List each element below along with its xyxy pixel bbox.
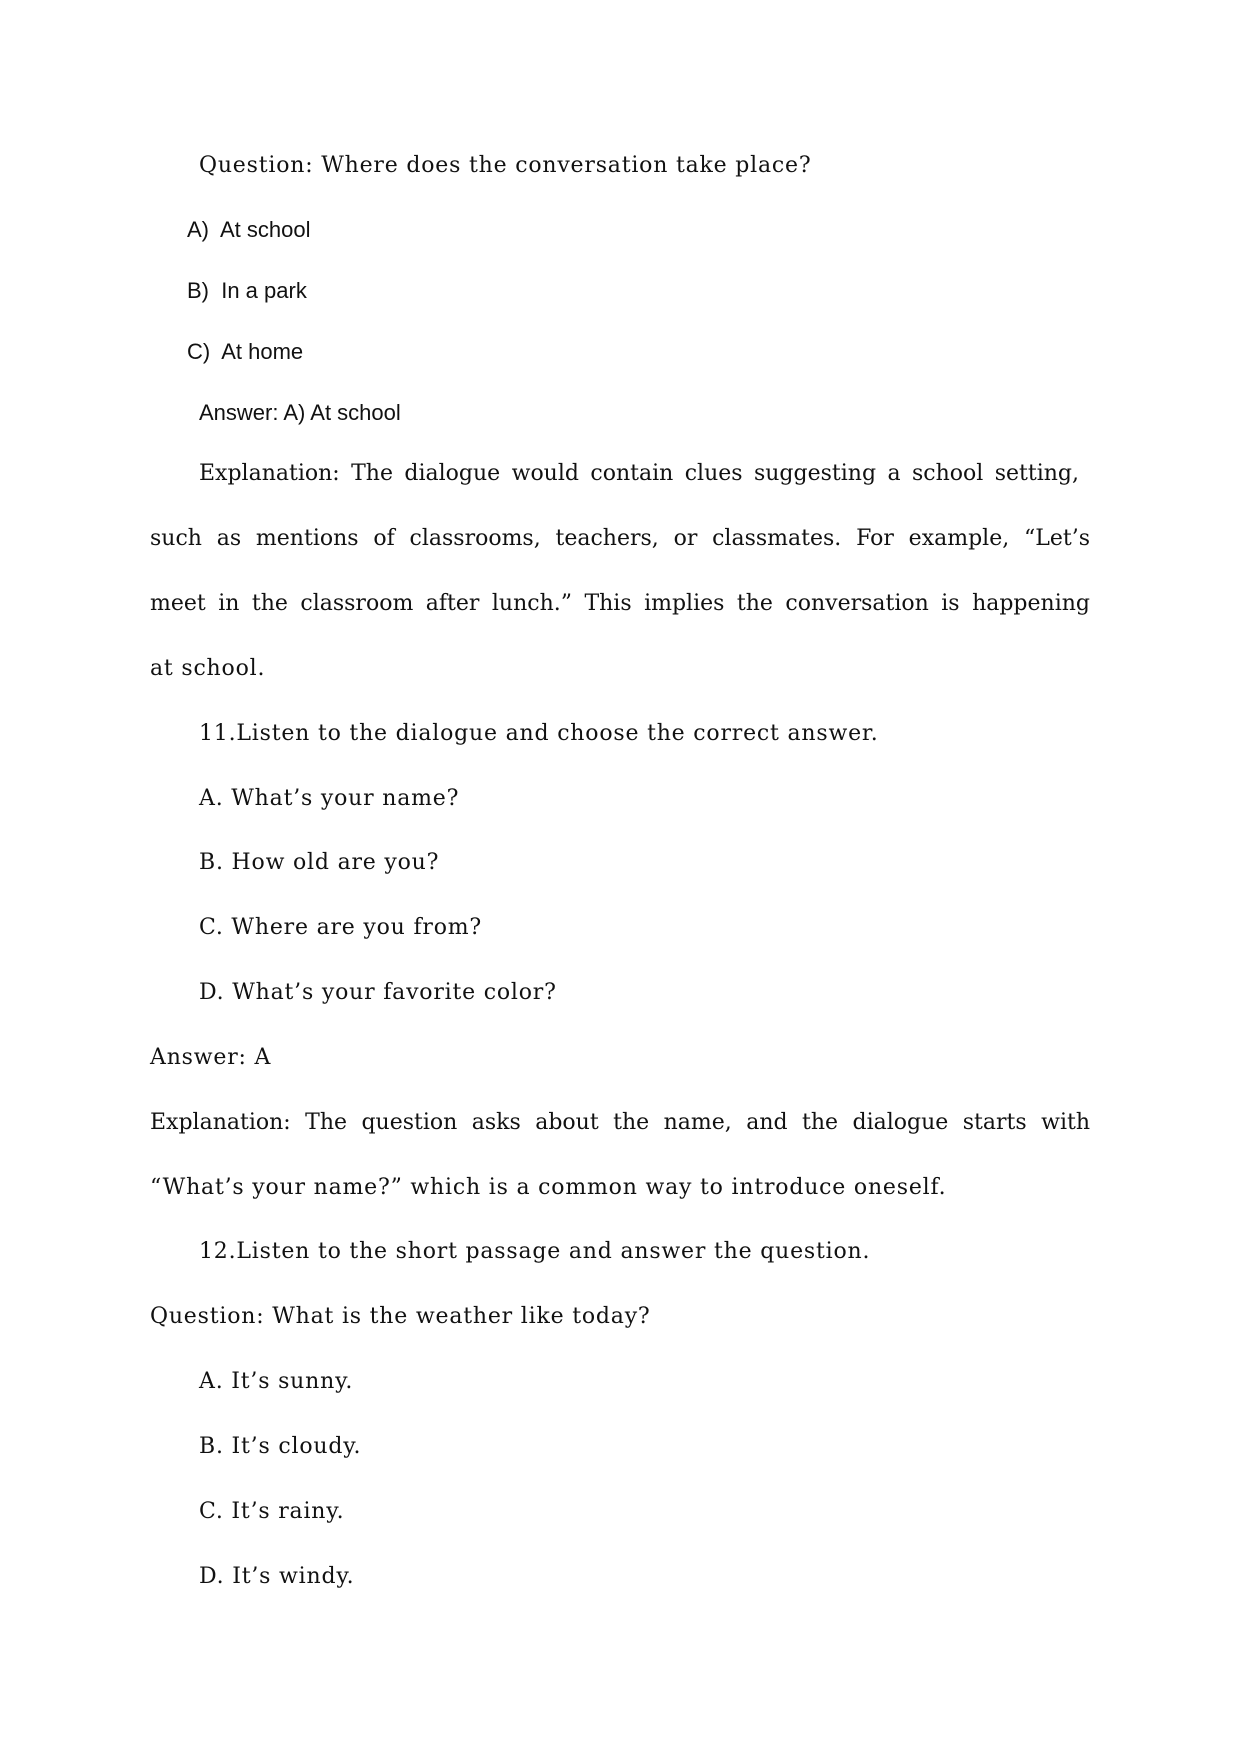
- q11-prompt: 11.Listen to the dialogue and choose the correct answer.: [199, 721, 879, 746]
- q12-prompt: 12.Listen to the short passage and answer the question.: [199, 1239, 871, 1264]
- q10-option-c: C) At home: [187, 339, 304, 364]
- q12-option-a: A. It’s sunny.: [199, 1369, 354, 1394]
- q10-question: Question: Where does the conversation take place?: [199, 153, 812, 178]
- q10-explanation-line: meet in the classroom after lunch.” This implies the conversation is happening: [150, 591, 1090, 616]
- q11-explanation-line: Explanation: The question asks about the name, and the dialogue starts with: [150, 1110, 1090, 1135]
- q11-option-c: C. Where are you from?: [199, 915, 483, 940]
- q12-option-b: B. It’s cloudy.: [199, 1434, 362, 1459]
- q11-option-a: A. What’s your name?: [199, 786, 460, 811]
- q11-option-d: D. What’s your favorite color?: [199, 980, 557, 1005]
- q11-explanation-line: “What’s your name?” which is a common way to introduce oneself.: [150, 1175, 947, 1200]
- q11-answer: Answer: A: [150, 1045, 272, 1070]
- q12-option-c: C. It’s rainy.: [199, 1499, 345, 1524]
- q10-explanation-line: at school.: [150, 656, 266, 681]
- q10-option-b: B) In a park: [187, 278, 307, 303]
- q12-question: Question: What is the weather like today?: [150, 1304, 651, 1329]
- q11-option-b: B. How old are you?: [199, 850, 440, 875]
- q10-explanation-line: such as mentions of classrooms, teachers, or classmates. For example, “Let’s: [150, 526, 1090, 551]
- q10-explanation-line: Explanation: The dialogue would contain clues suggesting a school setting,: [199, 461, 1079, 486]
- q12-option-d: D. It’s windy.: [199, 1564, 355, 1589]
- q10-option-a: A) At school: [187, 217, 311, 242]
- q10-answer: Answer: A) At school: [199, 400, 401, 425]
